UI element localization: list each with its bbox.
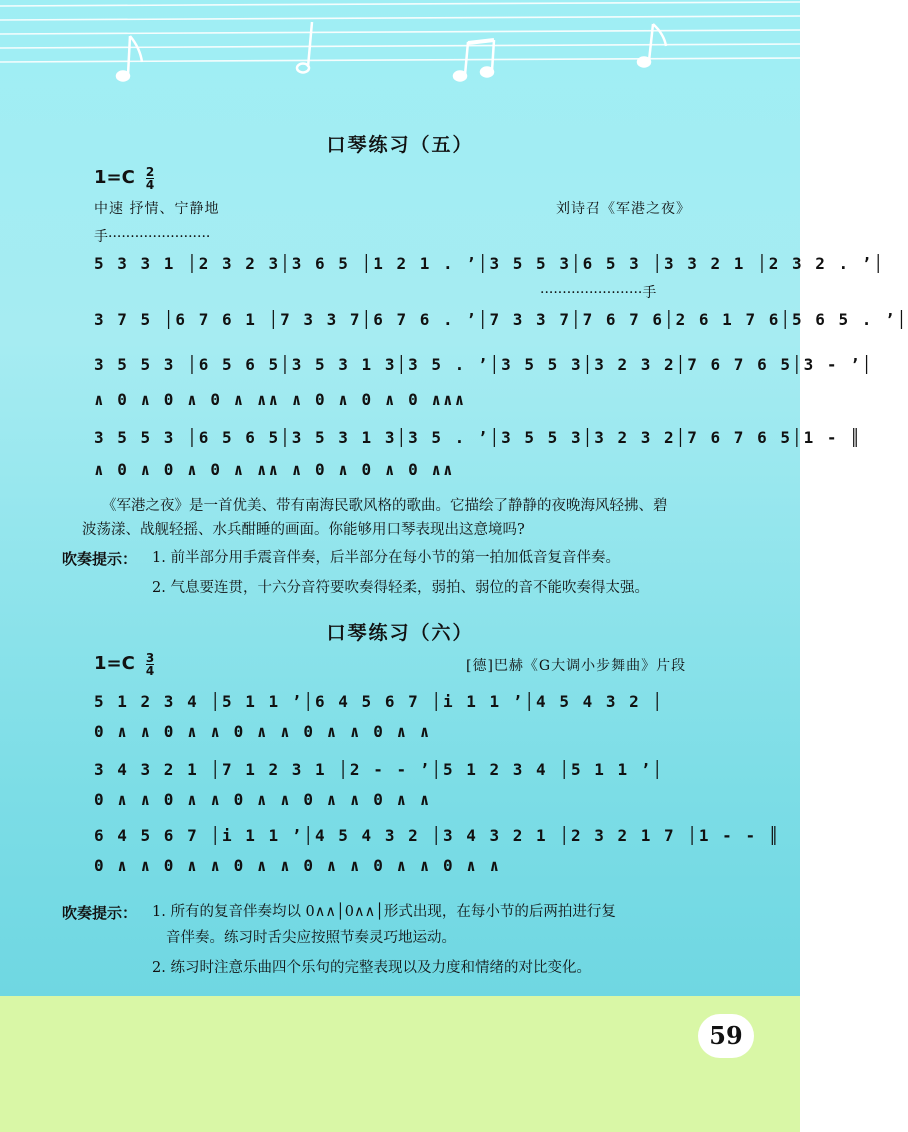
section2-hint2: 2. 练习时注意乐曲四个乐句的完整表现以及力度和情绪的对比变化。	[152, 960, 591, 976]
section1-time-top: 2	[145, 165, 155, 179]
footer-band	[0, 996, 800, 1132]
section2-time-top: 3	[145, 651, 155, 665]
section1-key-signature	[94, 166, 154, 191]
section1-hint2: 2. 气息要连贯，十六分音符要吹奏得轻柔，弱拍、弱位的音不能吹奏得太强。	[152, 580, 649, 596]
section1-key: 1=C	[94, 167, 135, 188]
section2-hint-label: 吹奏提示：	[62, 904, 138, 922]
accompaniment-line: 0 ∧ ∧ 0 ∧ ∧ 0 ∧ ∧ 0 ∧ ∧ 0 ∧ ∧	[94, 722, 432, 741]
section2-hint1-line2: 音伴奏。练习时舌尖应按照节奏灵巧地运动。	[166, 930, 456, 946]
section2-hint1-line1: 1. 所有的复音伴奏均以 0∧∧│0∧∧│形式出现，在每小节的后两拍进行复	[152, 904, 616, 920]
section1-time-bottom: 4	[145, 178, 155, 192]
section1-hint-label: 吹奏提示：	[62, 550, 138, 568]
notation-line: 5 1 2 3 4 │5 1 1 ’│6 4 5 6 7 │i 1 1 ’│4 5 4 3 2 │	[94, 692, 665, 711]
section2-time-bottom: 4	[145, 664, 155, 678]
notation-line: 5 3 3 1 │2 3 2 3│3 6 5 │1 2 1 . ’│3 5 5 3│6 5 3 │3 3 2 1 │2 3 2 . ’│	[94, 254, 886, 273]
notation-line: 3 4 3 2 1 │7 1 2 3 1 │2 - - ’│5 1 2 3 4 │5 1 1 ’│	[94, 760, 665, 779]
section1-hint1: 1. 前半部分用手震音伴奏，后半部分在每小节的第一拍加低音复音伴奏。	[152, 550, 620, 566]
page-number: 59	[698, 1014, 754, 1058]
section2-title: 口琴练习（六）	[326, 622, 474, 644]
notation-line: ·······················手	[540, 285, 657, 301]
music-staff-decoration	[0, 0, 800, 90]
section1-title: 口琴练习（五）	[326, 134, 474, 156]
notation-line: 3 5 5 3 │6 5 6 5│3 5 3 1 3│3 5 . ’│3 5 5 3│3 2 3 2│7 6 7 6 5│3 - ’│	[94, 355, 874, 374]
section2-key-signature	[94, 652, 154, 677]
section2-attribution: [德]巴赫《G大调小步舞曲》片段	[466, 658, 687, 674]
section2-key: 1=C	[94, 653, 135, 674]
accompaniment-line: ∧ 0 ∧ 0 ∧ 0 ∧ ∧∧ ∧ 0 ∧ 0 ∧ 0 ∧∧∧	[94, 390, 467, 409]
notation-line: 3 5 5 3 │6 5 6 5│3 5 3 1 3│3 5 . ’│3 5 5 3│3 2 3 2│7 6 7 6 5│1 - ║	[94, 428, 862, 447]
accompaniment-line: ∧ 0 ∧ 0 ∧ 0 ∧ ∧∧ ∧ 0 ∧ 0 ∧ 0 ∧∧	[94, 460, 455, 479]
section1-time-signature	[146, 166, 154, 191]
notation-line: 手·······················	[94, 229, 211, 245]
notation-line: 6 4 5 6 7 │i 1 1 ’│4 5 4 3 2 │3 4 3 2 1 │2 3 2 1 7 │1 - - ║	[94, 826, 781, 845]
notation-line: 3 7 5 │6 7 6 1 │7 3 3 7│6 7 6 . ’│7 3 3 7│7 6 7 6│2 6 1 7 6│5 6 5 . ’│	[94, 310, 908, 329]
accompaniment-line: 0 ∧ ∧ 0 ∧ ∧ 0 ∧ ∧ 0 ∧ ∧ 0 ∧ ∧	[94, 790, 432, 809]
section1-description-line2: 波荡漾、战舰轻摇、水兵酣睡的画面。你能够用口琴表现出这意境吗?	[82, 522, 525, 538]
section1-tempo: 中速 抒情、宁静地	[94, 201, 220, 217]
accompaniment-line: 0 ∧ ∧ 0 ∧ ∧ 0 ∧ ∧ 0 ∧ ∧ 0 ∧ ∧ 0 ∧ ∧	[94, 856, 502, 875]
section1-attribution: 刘诗召《军港之夜》	[556, 201, 691, 217]
section1-description-line1: 《军港之夜》是一首优美、带有南海民歌风格的歌曲。它描绘了静静的夜晚海风轻拂、碧	[102, 498, 668, 514]
section2-time-signature	[146, 652, 154, 677]
